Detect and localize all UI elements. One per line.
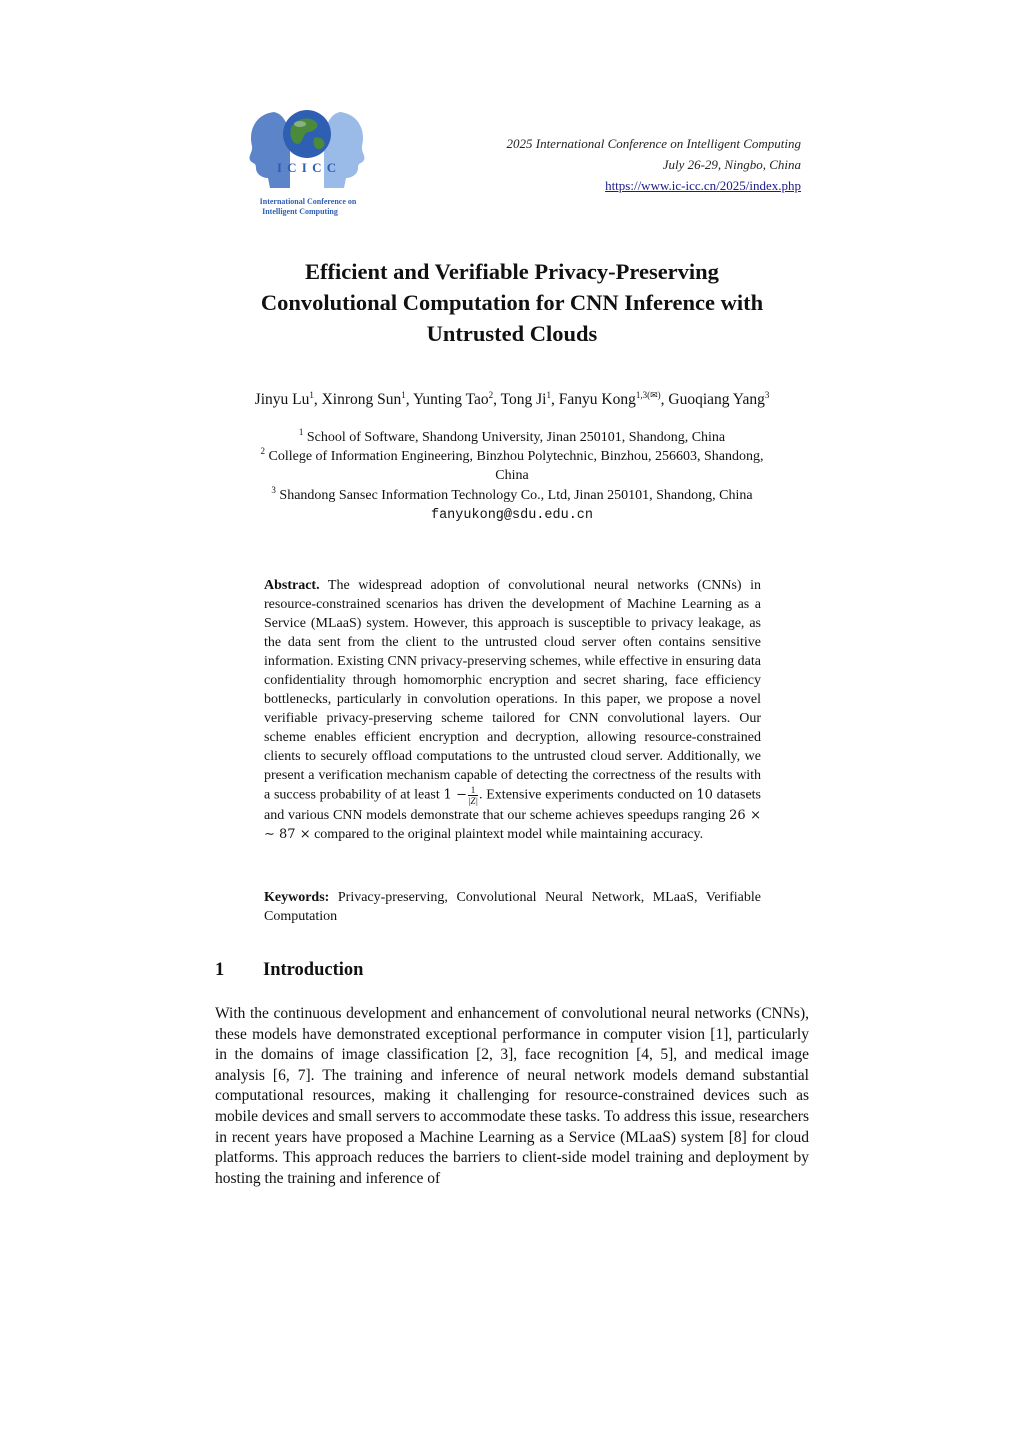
author-separator: ,: [405, 391, 413, 408]
abstract-text: datasets and various CNN models demonstrate that our scheme achieves speedups ranging: [264, 787, 761, 823]
affiliation-3: [200, 486, 824, 506]
logo-head-silhouette-left: [250, 112, 290, 188]
author-affiliation-sup: 1: [546, 390, 551, 400]
affiliation-text: Shandong Sansec Information Technology Co., Ltd, Jinan 250101, Shandong, China: [279, 488, 753, 503]
conference-dates-location: July 26-29, Ningbo, China: [662, 157, 801, 172]
keywords: [264, 888, 761, 926]
keywords-text: Privacy-preserving, Convolutional Neural Network, MLaaS, Verifiable Computation: [264, 890, 761, 924]
introduction-paragraph: With the continuous development and enhancement of convolutional neural networks (CNNs), these models have demonstrated exceptional performance in computer vision [1], particularly in the domains of image classification [2, 3], face recognition [4, 5], and medical image analysis [6, 7]. The training and inference of neural network models demand substantial computational resources, making it challenging for resource-constrained devices such as mobile devices and small servers to accommodate these tasks. To address this issue, researchers in recent years have proposed a Machine Learning as a Service (MLaaS) system [8] for cloud platforms. This approach reduces the barriers to client-side model training and deployment by hosting the training and inference of: [215, 1005, 809, 1187]
abstract-text: . Extensive experiments conducted on: [479, 787, 697, 803]
author-separator: ,: [493, 391, 501, 408]
title-line: Convolutional Computation for CNN Inference with: [260, 290, 764, 315]
conference-url-link[interactable]: https://www.ic-icc.cn/2025/index.php: [605, 178, 801, 193]
author-separator: ,: [313, 391, 322, 408]
author-name: Fanyu Kong: [558, 391, 636, 408]
section-title: Introduction: [263, 960, 364, 980]
author-name: Yunting Tao: [412, 391, 489, 408]
affiliation-sup: 1: [298, 427, 304, 437]
conference-name: 2025 International Conference on Intelligent Computing: [506, 136, 801, 151]
affiliation-text: School of Software, Shandong University, Jinan 250101, Shandong, China: [306, 430, 726, 445]
author-name: Xinrong Sun: [321, 391, 402, 408]
fraction-numerator: 1: [468, 785, 478, 796]
logo-text-line2: Intelligent Computing: [262, 207, 338, 216]
author-name: Jinyu Lu: [254, 391, 310, 408]
affiliation-text: College of Information Engineering, Binzhou Polytechnic, Binzhou, 256603, Shandong,: [268, 449, 764, 464]
keywords-label: Keywords:: [264, 890, 330, 905]
author-name: Tong Ji: [500, 391, 547, 408]
affiliation-sup: 2: [260, 446, 265, 456]
affiliation-1: [200, 428, 824, 448]
author-affiliation-sup: 2: [488, 390, 494, 400]
affiliation-2: [200, 447, 824, 467]
section-number: 1: [215, 960, 225, 980]
logo-letters: I C I C C: [276, 160, 338, 175]
abstract-text: The widespread adoption of convolutional neural networks (CNNs) in resource-constrained scenarios has driven the development of Machine Learning as a Service (MLaaS) system. However, this approach is susceptible to privacy leakage, as the data sent from the client to the untrusted cloud server often contains sensitive information. Existing CNN privacy-preserving schemes, while effective in ensuring data confidentiality through homomorphic encryption and secret sharing, face efficiency bottlenecks, particularly in convolution operations. In this paper, we propose a novel verifiable privacy-preserving scheme tailored for CNN convolutional layers. Our scheme enables efficient encryption and decryption, allowing resource-constrained clients to securely offload computations to the untrusted cloud server. Additionally, we present a verification mechanism capable of detecting the correctness of the results with a success probability of at least: [264, 578, 761, 803]
affiliation-sup: 3: [271, 485, 276, 495]
math-speedup-range: 26 × ∼ 87 ×: [264, 808, 761, 842]
author-affiliation-sup: 1,3(✉): [635, 390, 661, 400]
logo-text-line1: International Conference on: [259, 197, 357, 206]
author-list: [150, 389, 874, 411]
author-name: Guoqiang Yang: [668, 391, 765, 408]
math-fraction: [468, 785, 478, 806]
math-expression: 1 −: [443, 787, 468, 803]
title-line: Efficient and Verifiable Privacy-Preserving: [305, 259, 719, 284]
author-affiliation-sup: 1: [309, 390, 314, 400]
title-line: Untrusted Clouds: [426, 321, 598, 346]
affiliation-2-continued: China: [495, 468, 529, 483]
author-separator: ,: [551, 391, 559, 408]
conference-url-line: [605, 176, 801, 196]
abstract-text: compared to the original plaintext model while maintaining accuracy.: [310, 827, 704, 842]
corresponding-email[interactable]: fanyukong@sdu.edu.cn: [430, 508, 594, 523]
math-datasets-count: 10: [696, 787, 713, 803]
paper-title: [180, 256, 844, 349]
abstract-label: Abstract.: [264, 578, 320, 593]
fraction-denominator: |Z|: [468, 796, 479, 806]
conference-logo: [244, 104, 372, 220]
author-separator: ,: [660, 391, 669, 408]
logo-globe: [283, 110, 331, 158]
author-affiliation-sup: 3: [764, 390, 770, 400]
abstract: [264, 576, 761, 844]
logo-head-silhouette-right: [324, 112, 364, 188]
author-affiliation-sup: 1: [401, 390, 406, 400]
